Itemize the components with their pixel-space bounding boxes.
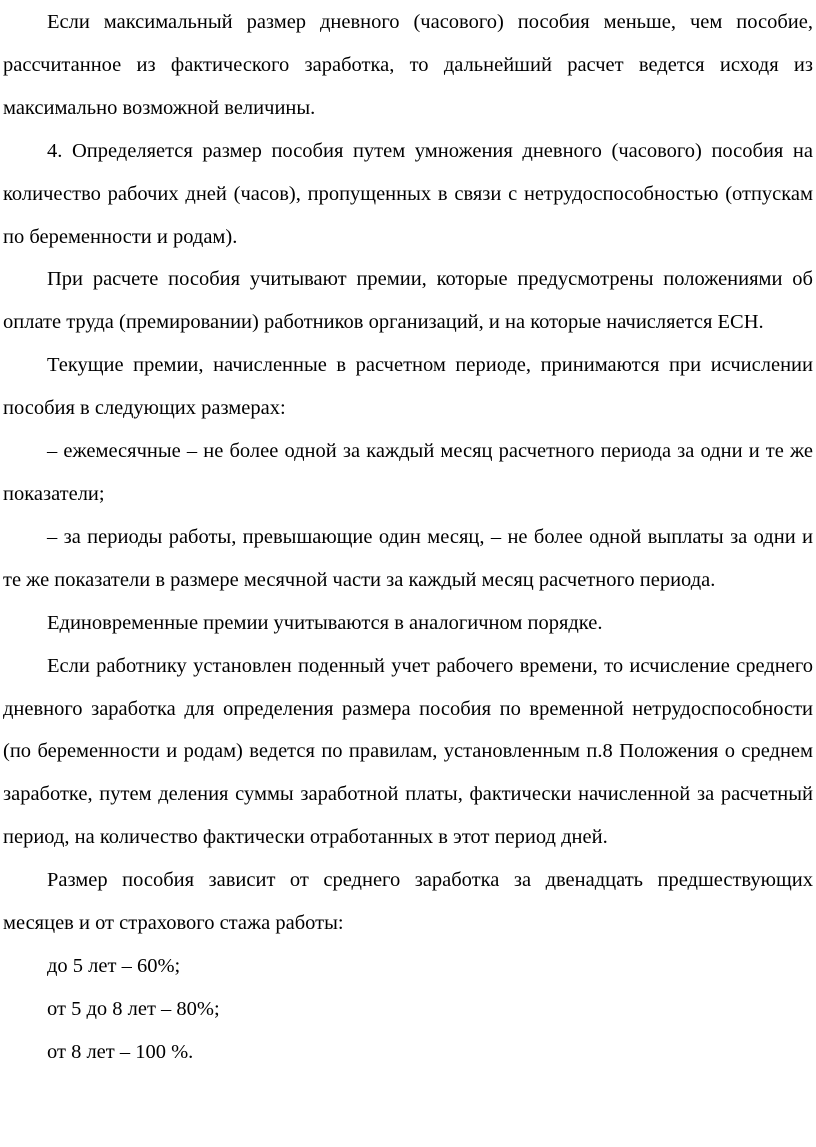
paragraph-allowance-size: Размер пособия зависит от среднего заработка за двенадцать предшествующих месяцев и от страхового стажа работы:	[3, 869, 813, 935]
paragraph-daily-accounting: Если работнику установлен поденный учет рабочего времени, то исчисление среднего дневного заработка для определения размера пособия по временной нетрудоспособности (по беременности и родам) ведется по правилам, установленным п.8 Положения о среднем заработке, путем деления суммы заработной платы, фактически начисленной за расчетный период, на количество фактически отработанных в этот период дней.	[3, 654, 813, 849]
paragraph-one-time-bonuses: Единовременные премии учитываются в аналогичном порядке.	[47, 611, 603, 634]
list-item-up-to-5-years: до 5 лет – 60%;	[47, 954, 181, 977]
list-item-5-to-8-years: от 5 до 8 лет – 80%;	[47, 997, 220, 1020]
paragraph-current-bonuses: Текущие премии, начисленные в расчетном периоде, принимаются при исчислении пособия в следующих размерах:	[3, 354, 813, 420]
paragraph-period-bonuses: – за периоды работы, превышающие один месяц, – не более одной выплаты за одни и те же показатели в размере месячной части за каждый месяц расчетного периода.	[3, 525, 813, 591]
paragraph-max-allowance: Если максимальный размер дневного (часового) пособия меньше, чем пособие, рассчитанное из фактического заработка, то дальнейший расчет ведется исходя из максимально возможной величины.	[3, 11, 813, 119]
paragraph-bonuses: При расчете пособия учитывают премии, которые предусмотрены положениями об оплате труда (премировании) работников организаций, и на которые начисляется ЕСН.	[3, 268, 813, 334]
paragraph-step-4: 4. Определяется размер пособия путем умножения дневного (часового) пособия на количество рабочих дней (часов), пропущенных в связи с нетрудоспособностью (отпускам по беременности и родам).	[3, 139, 813, 248]
list-item-over-8-years: от 8 лет – 100 %.	[47, 1040, 194, 1063]
paragraph-monthly-bonuses: – ежемесячные – не более одной за каждый месяц расчетного периода за одни и те же показатели;	[3, 440, 813, 505]
